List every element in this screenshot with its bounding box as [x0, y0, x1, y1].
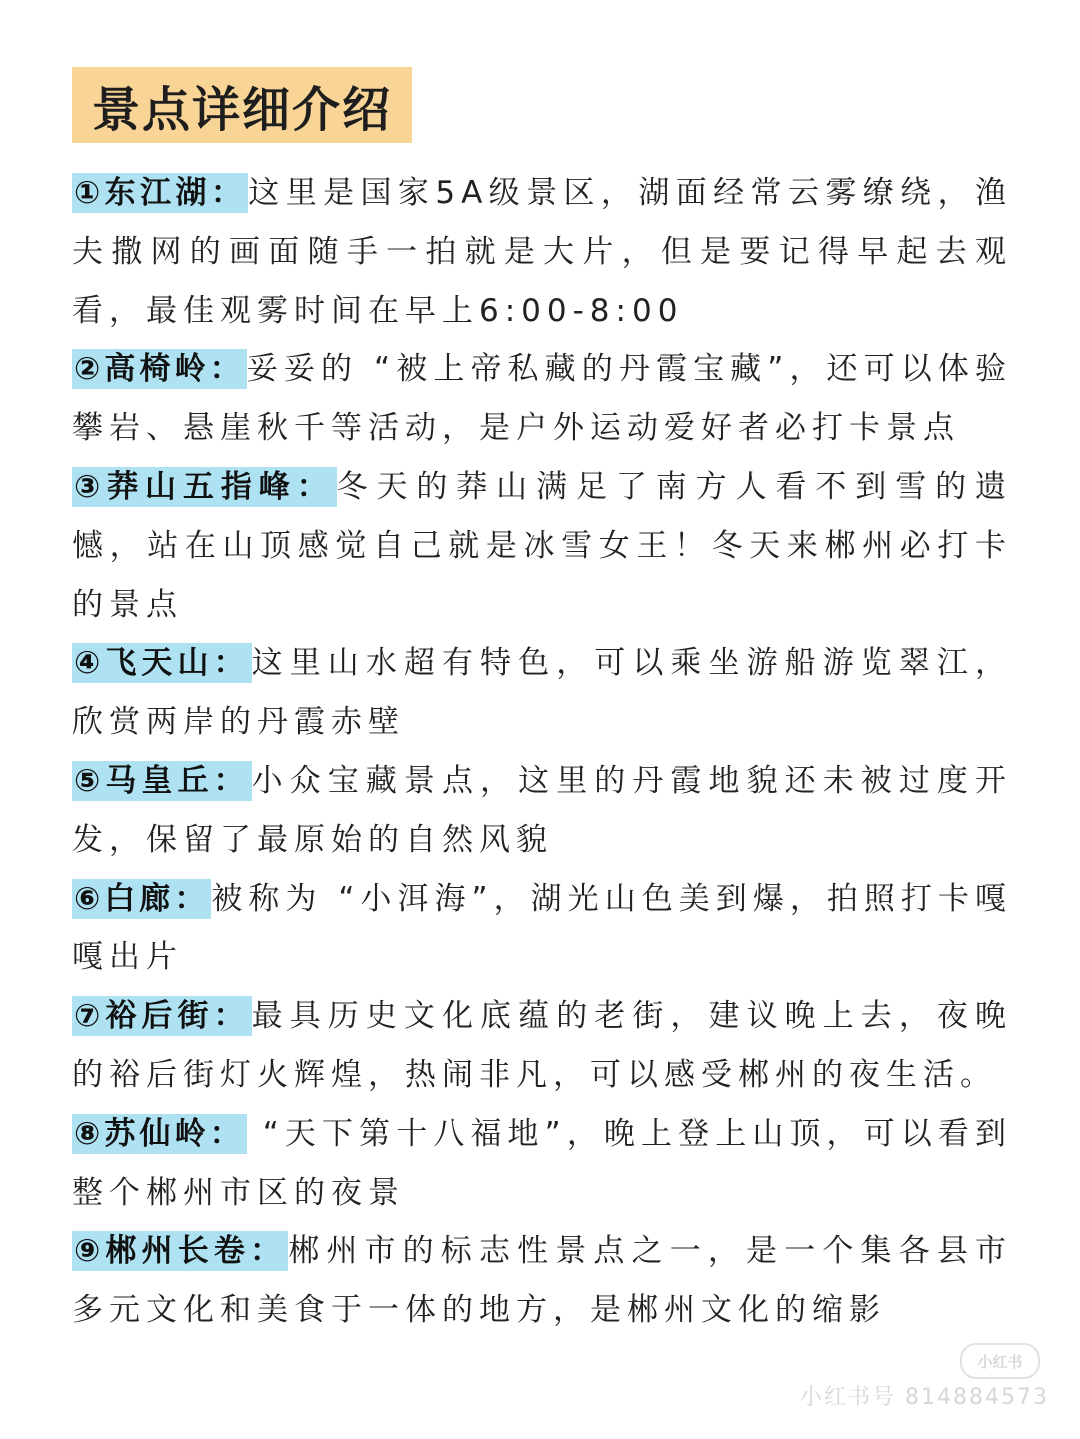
watermark-logo: 小红书 [960, 1343, 1040, 1379]
spot-item [72, 164, 1012, 340]
spot-description: “天下第十八福地”，晚上登上山顶，可以看到整个郴州市区的夜景 [72, 1115, 1012, 1211]
spot-description: 小众宝藏景点，这里的丹霞地貌还未被过度开发，保留了最原始的自然风貌 [72, 762, 1013, 858]
spot-description: 被称为 “小洱海”，湖光山色美到爆，拍照打卡嘎嘎出片 [72, 880, 1012, 976]
spot-name: ④飞天山： [74, 645, 250, 682]
page-title: 景点详细介绍 [92, 81, 393, 138]
spot-item [72, 1222, 1012, 1340]
spot-name: ①东江湖： [74, 175, 247, 211]
spot-description: 这里是国家5A级景区，湖面经常云雾缭绕，渔夫撒网的画面随手一拍就是大片，但是要记得早起去观看，最佳观雾时间在早上6:00-8:00 [72, 175, 1012, 329]
spot-description: 最具历史文化底蕴的老街，建议晚上去，夜晚的裕后街灯火辉煌，热闹非凡，可以感受郴州的夜生活。 [72, 998, 1013, 1093]
spot-item [72, 1105, 1012, 1223]
spot-item [72, 634, 1012, 752]
spot-item [72, 752, 1012, 870]
spot-name: ③莽山五指峰： [74, 468, 335, 505]
spot-list [72, 164, 1012, 1340]
spot-item [72, 340, 1012, 458]
spot-name: ⑤马皇丘： [74, 762, 250, 799]
spot-item [72, 870, 1012, 988]
spot-name: ⑥白廊： [74, 880, 210, 917]
spot-description: 这里山水超有特色，可以乘坐游船游览翠江，欣赏两岸的丹霞赤壁 [72, 645, 1013, 741]
watermark-text: 小红书号 814884573 [800, 1385, 1049, 1410]
spot-item [72, 987, 1012, 1105]
spot-name: ⑧苏仙岭： [74, 1115, 245, 1152]
title-highlight [72, 67, 412, 143]
spot-description: 郴州市的标志性景点之一，是一个集各县市多元文化和美食于一体的地方，是郴州文化的缩影 [72, 1233, 1012, 1329]
spot-description: 冬天的莽山满足了南方人看不到雪的遗憾，站在山顶感觉自己就是冰雪女王！冬天来郴州必打卡的景点 [72, 468, 1012, 623]
spot-name: ⑦裕后街： [74, 998, 250, 1035]
spot-description: 妥妥的 “被上帝私藏的丹霞宝藏”，还可以体验攀岩、悬崖秋千等活动，是户外运动爱好者必打卡景点 [72, 351, 1012, 447]
spot-name: ⑨郴州长卷： [74, 1233, 287, 1270]
spot-name: ②高椅岭： [74, 351, 245, 388]
spot-item [72, 458, 1012, 634]
